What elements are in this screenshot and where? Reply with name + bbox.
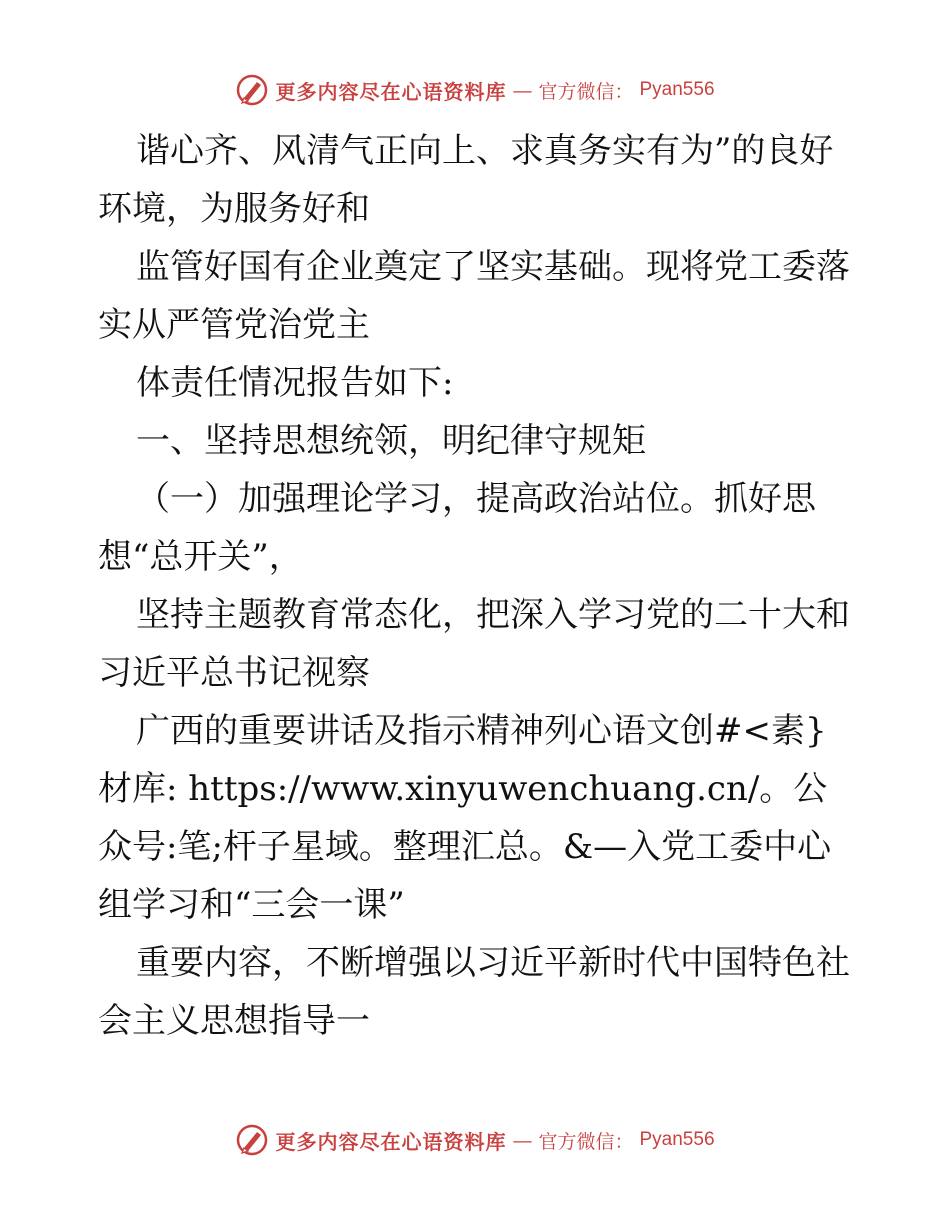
- pen-logo-icon: [235, 1123, 269, 1157]
- header-watermark-banner: [0, 70, 950, 110]
- subsection-heading: （一）加强理论学习，提高政治站位。抓好思想“总开关”，: [98, 479, 816, 577]
- document-body: [98, 122, 858, 1050]
- section-heading: 一、坚持思想统领，明纪律守规矩: [136, 421, 646, 461]
- header-separator: —: [512, 78, 533, 102]
- paragraph: 体责任情况报告如下:: [136, 363, 454, 403]
- footer-watermark-banner: [0, 1120, 950, 1160]
- paragraph: 谐心齐、风清气正向上、求真务实有为”的良好环境，为服务好和: [98, 131, 834, 229]
- footer-wechat-id: Pyan556: [639, 1129, 715, 1150]
- header-site-text: 更多内容尽在心语资料库: [275, 79, 507, 104]
- footer-separator: —: [512, 1128, 533, 1152]
- footer-wechat-label: 官方微信：: [538, 1130, 634, 1153]
- header-wechat-label: 官方微信：: [538, 80, 634, 103]
- paragraph: 坚持主题教育常态化，把深入学习党的二十大和习近平总书记视察: [98, 595, 850, 693]
- paragraph: 监管好国有企业奠定了坚实基础。现将党工委落实从严管党治党主: [98, 247, 850, 345]
- header-wechat-id: Pyan556: [639, 79, 715, 100]
- footer-site-text: 更多内容尽在心语资料库: [275, 1129, 507, 1154]
- paragraph: 重要内容，不断增强以习近平新时代中国特色社会主义思想指导一: [98, 943, 850, 1041]
- pen-logo-icon: [235, 73, 269, 107]
- paragraph: 广西的重要讲话及指示精神列心语文创#<素}材库: https://www.xinyuwenchuang.cn/。公众号:笔;杆子星域。整理汇总。&—入党工委中心组学习和“三会一课”: [98, 711, 832, 925]
